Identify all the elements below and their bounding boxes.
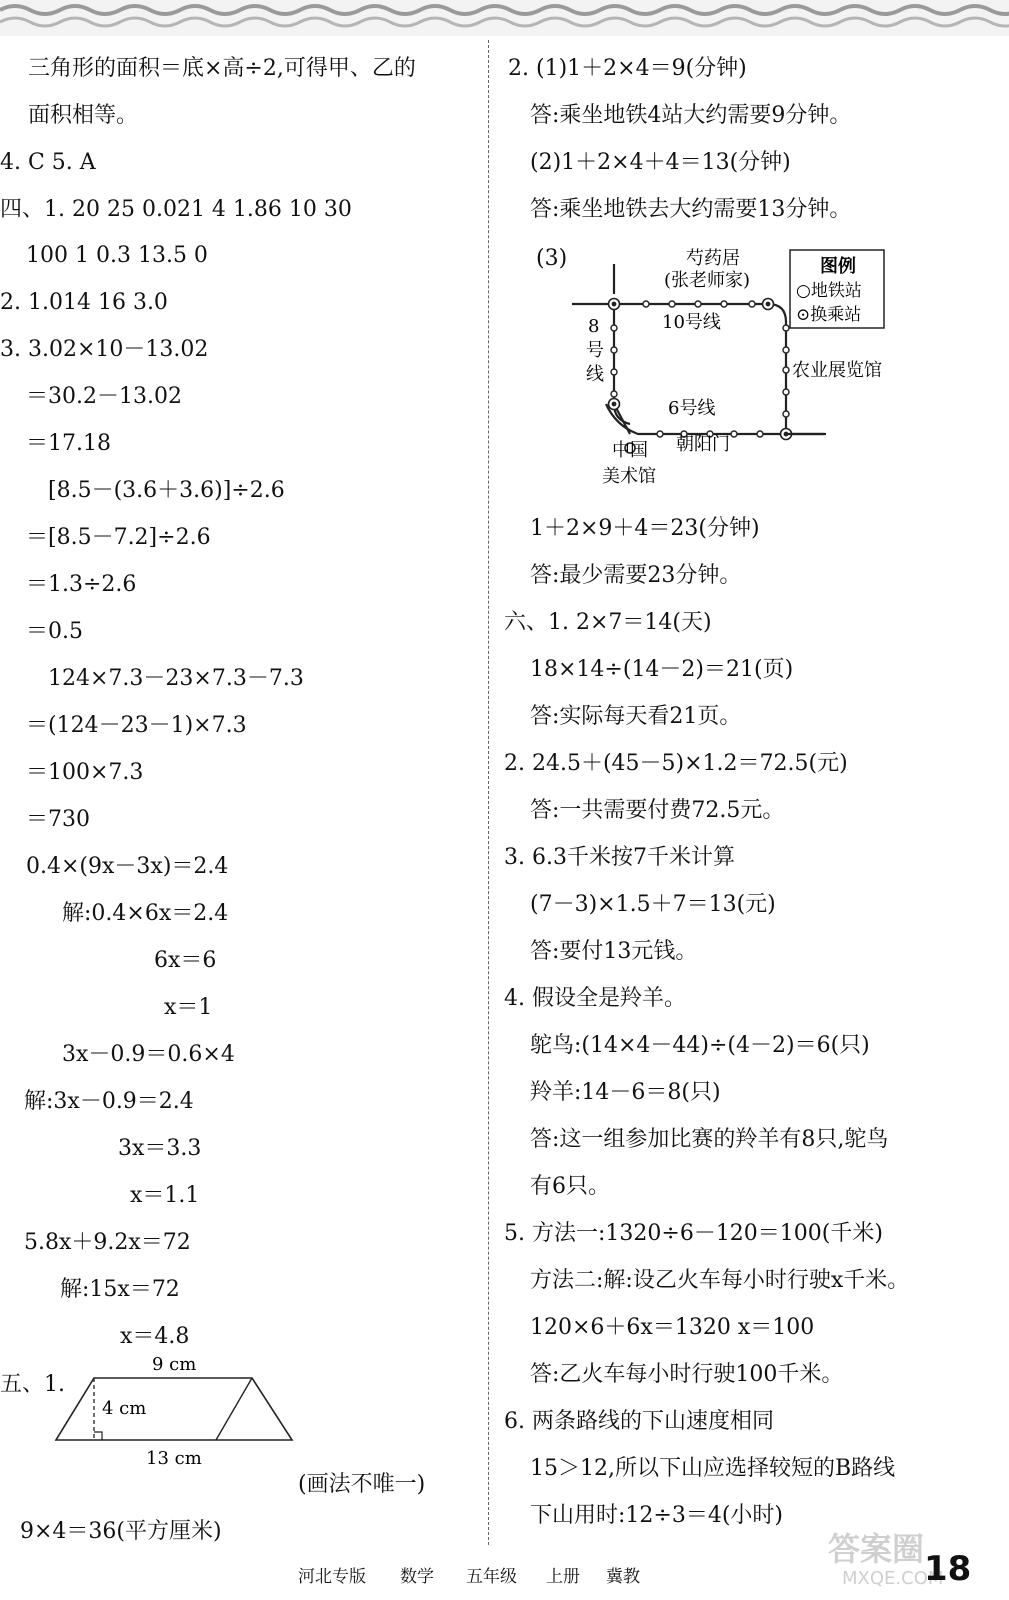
- left-answer-line: 解:0.4×6x＝2.4: [62, 901, 229, 926]
- right-answer-line: 答:最少需要23分钟。: [530, 563, 742, 588]
- right-answer-line: 4. 假设全是羚羊。: [504, 986, 686, 1011]
- subway-station-dot: [731, 431, 737, 437]
- right-answer-line: (2)1＋2×4＋4＝13(分钟): [530, 150, 791, 175]
- left-answer-line: 4. C 5. A: [0, 150, 96, 175]
- subway-station-dot: [611, 325, 617, 331]
- left-answer-line: x＝4.8: [120, 1324, 190, 1349]
- right-answer-line: 15＞12,所以下山应选择较短的B路线: [530, 1456, 896, 1481]
- left-answer-line: 2. 1.014 16 3.0: [0, 290, 168, 315]
- trapezoid-shape: [56, 1378, 292, 1440]
- legend-title: 图例: [820, 256, 856, 277]
- subway-station-dot: [611, 369, 617, 375]
- subway-station-dot: [657, 431, 663, 437]
- right-answer-line: 1＋2×9＋4＝23(分钟): [530, 516, 760, 541]
- trapezoid-height-label: 4 cm: [102, 1398, 147, 1419]
- footer-edition: 河北专版: [298, 1567, 366, 1587]
- line10-label: 10号线: [662, 312, 721, 333]
- station-label-art-museum-1: 中国: [612, 440, 648, 461]
- legend-transfer-station: ⊙换乘站: [796, 305, 862, 325]
- top-decorative-band: [0, 0, 1009, 36]
- subway-station-dot: [783, 389, 789, 395]
- subway-station-dot: [611, 391, 617, 397]
- left-answer-line: 3x＝3.3: [118, 1136, 202, 1161]
- right-answer-line: 有6只。: [530, 1174, 610, 1199]
- watermark: [828, 1530, 998, 1598]
- left-answer-line: 解:3x－0.9＝2.4: [24, 1089, 194, 1114]
- right-answer-line: 18×14÷(14－2)＝21(页): [530, 657, 794, 682]
- right-answer-line: 2. 24.5＋(45－5)×1.2＝72.5(元): [504, 751, 848, 776]
- station-label-agri-exhibition: 农业展览馆: [792, 360, 882, 381]
- left-answer-line: ＝0.5: [26, 619, 83, 644]
- left-answer-line: 解:15x＝72: [60, 1277, 180, 1302]
- left-answer-line: x＝1: [164, 995, 213, 1020]
- left-answer-line: 三角形的面积＝底×高÷2,可得甲、乙的: [28, 56, 416, 81]
- left-answer-line: 3x－0.9＝0.6×4: [62, 1042, 235, 1067]
- left-answer-line: 四、1. 20 25 0.021 4 1.86 10 30: [0, 197, 352, 222]
- right-answer-line: 120×6＋6x＝1320 x＝100: [530, 1315, 815, 1340]
- subway-map: [564, 244, 904, 496]
- left-answer-line: x＝1.1: [130, 1183, 200, 1208]
- left-answer-line: 3. 3.02×10－13.02: [0, 337, 209, 362]
- subway-station-dot: [783, 367, 789, 373]
- left-answer-line: ＝17.18: [26, 431, 111, 456]
- subway-station-dot: [749, 301, 755, 307]
- subway-station-dot: [757, 431, 763, 437]
- left-answer-line: ＝30.2－13.02: [26, 384, 182, 409]
- left-answer-line: 5.8x＋9.2x＝72: [24, 1230, 191, 1255]
- station-label-shaoyaoju: 芍药居: [686, 248, 740, 269]
- subway-station-dot: [721, 301, 727, 307]
- station-label-art-museum-2: 美术馆: [602, 466, 656, 487]
- right-angle-mark: [94, 1432, 102, 1440]
- right-answer-line: 答:实际每天看21页。: [530, 704, 742, 729]
- right-answer-line: 鸵鸟:(14×4－44)÷(4－2)＝6(只): [530, 1033, 870, 1058]
- subway-station-dot: [643, 301, 649, 307]
- trapezoid-figure: [40, 1356, 310, 1474]
- left-answer-line: ＝[8.5－7.2]÷2.6: [26, 525, 211, 550]
- left-answer-line: ＝730: [26, 807, 90, 832]
- right-answer-line: 5. 方法一:1320÷6－120＝100(千米): [504, 1221, 883, 1246]
- trapezoid-bottom-label: 13 cm: [146, 1448, 202, 1469]
- watermark-url: MXQE.COM: [842, 1568, 944, 1589]
- subway-station-dot: [783, 325, 789, 331]
- left-answer-line: [8.5－(3.6＋3.6)]÷2.6: [48, 478, 285, 503]
- line6-label: 6号线: [668, 398, 716, 419]
- right-answer-line: (7－3)×1.5＋7＝13(元): [530, 892, 776, 917]
- left-answer-line: 0.4×(9x－3x)＝2.4: [26, 854, 229, 879]
- right-answer-line: 答:这一组参加比赛的羚羊有8只,鸵鸟: [530, 1127, 889, 1152]
- right-answer-line: (3): [536, 246, 568, 271]
- right-answer-line: 下山用时:12÷3＝4(小时): [530, 1503, 784, 1528]
- station-label-teacher-home: (张老师家): [664, 270, 751, 291]
- subway-station-dot: [783, 347, 789, 353]
- right-answer-line: 答:乘坐地铁4站大约需要9分钟。: [530, 103, 852, 128]
- left-answer-line: ＝1.3÷2.6: [26, 572, 137, 597]
- trapezoid-divide-line: [216, 1378, 252, 1440]
- station-label-chaoyangmen: 朝阳门: [676, 434, 730, 455]
- footer-volume: 上册: [546, 1567, 580, 1587]
- right-answer-line: 答:要付13元钱。: [530, 939, 698, 964]
- right-answer-line: 2. (1)1＋2×4＝9(分钟): [508, 56, 747, 81]
- right-answer-line: 6. 两条路线的下山速度相同: [504, 1409, 774, 1434]
- right-answer-line: 答:乙火车每小时行驶100千米。: [530, 1362, 844, 1387]
- right-answer-line: 六、1. 2×7＝14(天): [504, 610, 712, 635]
- page-number: 18: [924, 1549, 972, 1589]
- subway-station-dot: [783, 411, 789, 417]
- legend-subway-station: ○地铁站: [796, 281, 862, 301]
- left-answer-line: 100 1 0.3 13.5 0: [26, 243, 208, 268]
- column-divider: [488, 40, 489, 1545]
- left-answer-line: 9×4＝36(平方厘米): [20, 1519, 222, 1544]
- subway-station-dot: [611, 347, 617, 353]
- subway-station-dot: [695, 301, 701, 307]
- right-answer-line: 答:乘坐地铁去大约需要13分钟。: [530, 197, 852, 222]
- line8-label-3: 线: [586, 364, 604, 385]
- subway-station-dot: [669, 301, 675, 307]
- left-answer-line: 面积相等。: [28, 103, 139, 128]
- right-answer-line: 3. 6.3千米按7千米计算: [504, 845, 735, 870]
- left-answer-line: (画法不唯一): [298, 1472, 426, 1497]
- left-answer-line: 124×7.3－23×7.3－7.3: [48, 666, 304, 691]
- left-answer-line: 6x＝6: [154, 948, 217, 973]
- watermark-logo: 答案圈: [828, 1530, 925, 1568]
- trapezoid-top-label: 9 cm: [152, 1356, 197, 1375]
- line8-label-2: 号: [586, 340, 604, 361]
- left-answer-line: ＝100×7.3: [26, 760, 144, 785]
- left-answer-line: 五、1.: [0, 1372, 65, 1397]
- footer-grade: 五年级: [466, 1567, 517, 1587]
- right-answer-line: 方法二:解:设乙火车每小时行驶x千米。: [530, 1268, 910, 1293]
- footer-publisher: 冀教: [606, 1567, 640, 1587]
- left-answer-line: ＝(124－23－1)×7.3: [26, 713, 247, 738]
- right-answer-line: 羚羊:14－6＝8(只): [530, 1080, 721, 1105]
- right-answer-line: 答:一共需要付费72.5元。: [530, 798, 785, 823]
- footer-subject: 数学: [400, 1567, 434, 1587]
- line8-label-1: 8: [588, 316, 600, 337]
